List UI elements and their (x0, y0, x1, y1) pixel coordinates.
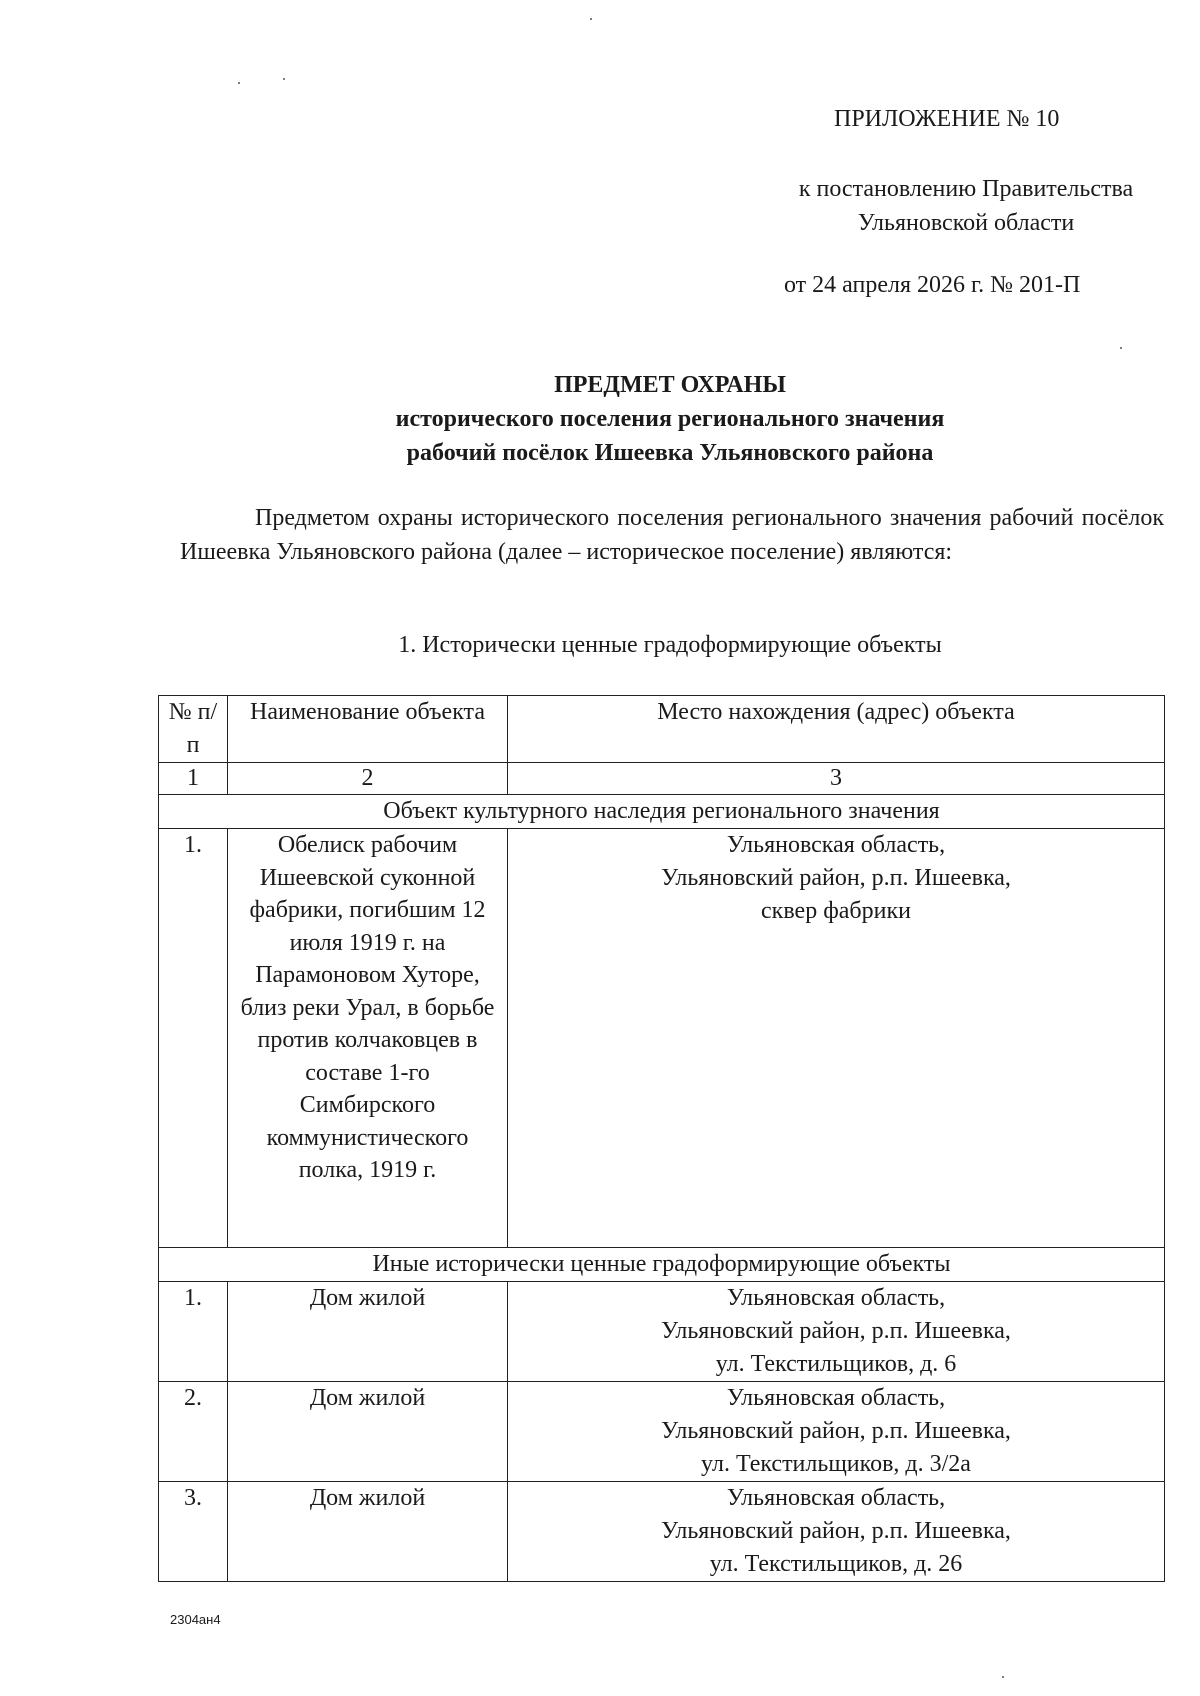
table-row (159, 829, 1165, 1248)
object-address (508, 829, 1165, 1248)
intro-paragraph: Предметом охраны исторического поселения регионального значения рабочий посёлок Ишеевка Ульяновского района (далее – историческое поселение) являются: (180, 505, 1164, 565)
table-row (159, 1382, 1165, 1482)
address-line: ул. Текстильщиков, д. 3/2а (701, 1451, 971, 1477)
scan-speck (238, 82, 240, 84)
document-title (170, 368, 1170, 470)
header-number: № п/п (159, 696, 228, 763)
address-line: ул. Текстильщиков, д. 26 (709, 1551, 963, 1577)
header-name: Наименование объекта (228, 696, 508, 763)
appendix-number: ПРИЛОЖЕНИЕ № 10 (834, 106, 1060, 132)
column-index: 2 (228, 763, 508, 795)
decree-reference (766, 172, 1166, 240)
object-name: Дом жилой (228, 1382, 508, 1482)
column-index-row (159, 763, 1165, 795)
object-address (508, 1382, 1165, 1482)
table-header-row (159, 696, 1165, 763)
object-address (508, 1482, 1165, 1582)
scan-speck (590, 18, 592, 20)
row-number: 3. (159, 1482, 228, 1582)
column-index: 1 (159, 763, 228, 795)
row-number: 2. (159, 1382, 228, 1482)
decree-date: от 24 апреля 2026 г. № 201-П (784, 272, 1081, 298)
address-line: Ульяновский район, р.п. Ишеевка, (661, 1318, 1011, 1344)
address-line: Ульяновская область, (726, 1285, 946, 1311)
object-name: Дом жилой (228, 1482, 508, 1582)
group-heading-other-objects: Иные исторически ценные градоформирующие объекты (159, 1248, 1165, 1282)
object-name: Дом жилой (228, 1282, 508, 1382)
address-line: Ульяновский район, р.п. Ишеевка, (661, 1518, 1011, 1544)
address-line: ул. Текстильщиков, д. 6 (715, 1351, 957, 1377)
table-row (159, 1282, 1165, 1382)
address-line: Ульяновская область, (726, 1485, 946, 1511)
group-heading-row (159, 1248, 1165, 1282)
document-code: 2304ан4 (170, 1612, 221, 1627)
title-line-2: исторического поселения регионального значения (395, 406, 945, 432)
group-heading-row (159, 795, 1165, 829)
object-name: Обелиск рабочим Ишеевской суконной фабрики, погибшим 12 июля 1919 г. на Парамоновом Хуторе, близ реки Урал, в борьбе против колчаковцев в составе 1-го Симбирского коммунистического полка, 1919 г. (228, 829, 508, 1248)
scan-speck (1120, 347, 1122, 349)
address-line: Ульяновская область, (726, 1385, 946, 1411)
scan-speck (1002, 1676, 1004, 1678)
title-line-1: ПРЕДМЕТ ОХРАНЫ (554, 372, 786, 398)
address-line: сквер фабрики (761, 898, 911, 924)
section-title: 1. Исторически ценные градоформирующие объекты (398, 632, 942, 658)
objects-table (158, 695, 1165, 1582)
title-line-3: рабочий посёлок Ишеевка Ульяновского района (406, 440, 934, 466)
column-index: 3 (508, 763, 1165, 795)
decree-line-2: Ульяновской области (857, 210, 1075, 236)
table-row (159, 1482, 1165, 1582)
header-address: Место нахождения (адрес) объекта (508, 696, 1165, 763)
decree-line-1: к постановлению Правительства (798, 176, 1134, 202)
address-line: Ульяновский район, р.п. Ишеевка, (661, 1418, 1011, 1444)
address-line: Ульяновская область, (726, 832, 946, 858)
scan-speck (283, 78, 285, 80)
row-number: 1. (159, 829, 228, 1248)
group-heading-cultural-heritage: Объект культурного наследия регионального значения (159, 795, 1165, 829)
object-address (508, 1282, 1165, 1382)
row-number: 1. (159, 1282, 228, 1382)
address-line: Ульяновский район, р.п. Ишеевка, (661, 865, 1011, 891)
